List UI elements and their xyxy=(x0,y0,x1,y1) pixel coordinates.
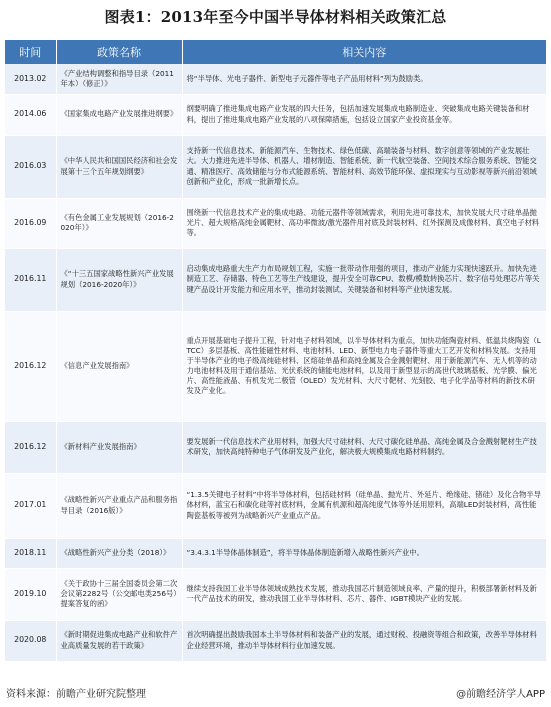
cell-policy-name: 《战略性新兴产业分类（2018）》 xyxy=(56,538,182,568)
cell-policy-name: 《新材料产业发展指南》 xyxy=(56,421,182,473)
cell-time: 2014.06 xyxy=(5,94,56,135)
cell-related-content: 启动集成电路重大生产力布局规划工程，实施一批带动作用强的项目，推动产业能力实现快速跃升。加快先进制造工艺、存储器、特色工艺等生产线建设，提升安全可靠CPU、数模/模数转换芯片、数字信号处理芯片等关键产品设计开发能力和应用水平，推动封装测试、关键装备和材料等产业快速发展。 xyxy=(182,248,546,311)
cell-time: 2016.03 xyxy=(5,135,56,198)
table-row xyxy=(5,64,546,94)
column-header-time: 时间 xyxy=(5,40,56,64)
cell-policy-name: 《“十三五国家战略性新兴产业发展规划（2016-2020年）》 xyxy=(56,248,182,311)
cell-related-content: “3.4.3.1半导体晶体制造”，将半导体晶体制造新增入战略性新兴产业中。 xyxy=(182,538,546,568)
table-row xyxy=(5,248,546,311)
cell-time: 2017.01 xyxy=(5,473,56,538)
cell-time: 2016.12 xyxy=(5,421,56,473)
cell-policy-name: 《产业结构调整和指导目录（2011年本）（修正）》 xyxy=(56,64,182,94)
table-header-row xyxy=(5,40,546,64)
credit-text: 前瞻经济学人APP xyxy=(466,689,545,700)
cell-related-content: 要发展新一代信息技术产业用材料，加强大尺寸硅材料、大尺寸碳化硅单晶、高纯金属及合金溅射靶材生产技术研发，加快高纯特种电子气体研发及产业化，解决极大规模集成电路材料制约。 xyxy=(182,421,546,473)
page-title: 图表1：2013年至今中国半导体材料相关政策汇总 xyxy=(104,8,447,26)
cell-policy-name: 《新时期促进集成电路产业和软件产业高质量发展的若干政策》 xyxy=(56,620,182,661)
cell-time: 2016.09 xyxy=(5,198,56,248)
cell-time: 2016.11 xyxy=(5,248,56,311)
table-row xyxy=(5,620,546,661)
cell-policy-name: 《关于政协十三届全国委员会第二次会议第2282号（公交邮电类256号）提案答复的函》 xyxy=(56,568,182,620)
cell-related-content: 支持新一代信息技术、新能源汽车、生物技术、绿色低碳、高端装备与材料、数字创意等领域的产业发展壮大。大力推进先进半导体、机器人、增材制造、智能系统、新一代航空装备、空间技术综合服务系统、智能交通、精准医疗、高效储能与分布式能源系统、智能材料、高效节能环保、虚拟现实与互动影视等新兴前沿领域创新和产业化，形成一批新增长点。 xyxy=(182,135,546,198)
cell-time: 2018.11 xyxy=(5,538,56,568)
cell-time: 2020.08 xyxy=(5,620,56,661)
table-row xyxy=(5,311,546,421)
cell-policy-name: 《有色金属工业发展规划（2016-2020年）》 xyxy=(56,198,182,248)
cell-time: 2016.12 xyxy=(5,311,56,421)
cell-related-content: 围绕新一代信息技术产业的集成电路、功能元器件等领域需求，利用先进可靠技术，加快发展大尺寸硅单晶抛光片、超大规格高纯金属靶材、高功率微波/激光器件用衬底及封装材料、红外探测及成像材料、真空电子材料等。 xyxy=(182,198,546,248)
table-row xyxy=(5,568,546,620)
cell-related-content: 继续支持我国工业半导体领域成熟技术发展，推动我国芯片制造领域良率、产量的提升，积极部署新材料及新一代产品技术的研发，推动我国工业半导体材料、芯片、器件、IGBT模块产业的发展。 xyxy=(182,568,546,620)
cell-time: 2019.10 xyxy=(5,568,56,620)
cell-related-content: 纲要明确了推进集成电路产业发展的四大任务，包括加速发展集成电路制造业、突破集成电路关键装备和材料，提出了推进集成电路产业发展的八项保障措施，包括设立国家产业投资基金等。 xyxy=(182,94,546,135)
at-icon: @ xyxy=(456,689,467,700)
table-row xyxy=(5,198,546,248)
credit xyxy=(456,685,545,700)
cell-policy-name: 《中华人民共和国国民经济和社会发展第十三个五年规划纲要》 xyxy=(56,135,182,198)
column-header-related-content: 相关内容 xyxy=(182,40,546,64)
cell-policy-name: 《战略性新兴产业重点产品和服务指导目录（2016版）》 xyxy=(56,473,182,538)
cell-policy-name: 《国家集成电路产业发展推进纲要》 xyxy=(56,94,182,135)
column-header-policy-name: 政策名称 xyxy=(56,40,182,64)
cell-related-content: 首次明确提出鼓励我国本土半导体材料和装备产业的发展，通过财税、投融资等组合和政策，改善半导体材料企业经营环境，推动半导体材料行业加速发展。 xyxy=(182,620,546,661)
policy-table xyxy=(5,40,546,662)
table-row xyxy=(5,538,546,568)
table-row xyxy=(5,135,546,198)
cell-related-content: 重点开展基础电子提升工程，针对电子材料领域，以半导体材料为重点，加快功能陶瓷材料、低温共烧陶瓷（LTCC）多层基板、高性能磁性材料、电池材料、LED、新型电力电子器件等重大工艺开发和材料发展。支持用于半导体产业的电子级高纯硅材料、区熔硅单晶和高纯金属及合金溅射靶材、用于新能源汽车、无人机等的动力电池材料及用于通信基站、光伏系统的储能电池材料，以及用于新型显示的高世代玻璃基板、光学膜、偏光片、高性能液晶、有机发光二极管（OLED）发光材料、大尺寸靶材、光刻胶、电子化学品等材料的新技术研发及产业化。 xyxy=(182,311,546,421)
cell-related-content: 将“半导体、光电子器件、新型电子元器件等电子产品用材料”列为鼓励类。 xyxy=(182,64,546,94)
cell-policy-name: 《信息产业发展指南》 xyxy=(56,311,182,421)
table-row xyxy=(5,421,546,473)
cell-time: 2013.02 xyxy=(5,64,56,94)
source-note: 资料来源：前瞻产业研究院整理 xyxy=(6,689,146,700)
table-row xyxy=(5,94,546,135)
table-row xyxy=(5,473,546,538)
footer xyxy=(0,683,551,703)
cell-related-content: “1.3.5关键电子材料”中将半导体材料，包括硅材料（硅单晶、抛光片、外延片、绝缘硅、锗硅）及化合物半导体材料，蓝宝石和碳化硅等衬底材料，金属有机源和超高纯度气体等外延用原料，高端LED封装材料，高性能陶瓷基板等被列为战略新兴产业重点产品。 xyxy=(182,473,546,538)
